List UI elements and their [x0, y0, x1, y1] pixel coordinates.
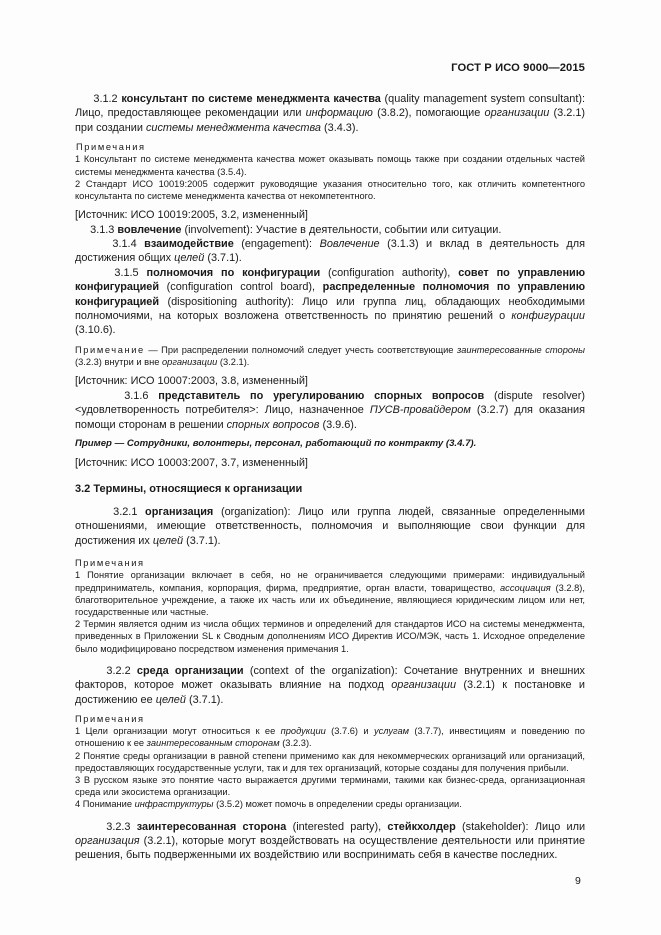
term-english: (context of the organization): — [249, 664, 398, 677]
term-title: организация — [145, 505, 214, 518]
term-3-2-3: 3.2.3 заинтересованная сторона (interested party), стейкхолдер (stakeholder): Лицо или организация (3.2.1), которые могут воздействовать на осуществление деятельности или принятие решения, быть подверженными их воздействию или воспринимать себя в качестве последних. — [75, 820, 586, 862]
cross-reference: спорных вопросов — [226, 418, 320, 431]
term-english: (dispositioning authority): — [167, 295, 294, 308]
note: 1 Понятие организации включает в себя, но не ограничивается следующими примерами: индивидуальный предприниматель, компания, корпорация, фирма, предприятие, орган власти, товарищество, ассоциация (3.2.8), благотворительное учреждение, а также их часть или их объединение, являющиеся юридическим лицом или нет, государственные или частные. — [75, 570, 585, 617]
term-3-1-6: 3.1.6 представитель по урегулированию спорных вопросов (dispute resolver) <удовлетворенность потребителя>: Лицо, назначенное ПУСВ-провайдером (3.2.7) для оказания помощи сторонам в решении спорных вопросов (3.9.6). — [75, 389, 586, 431]
cross-reference: целей — [152, 534, 184, 547]
term-english: (configuration authority), — [328, 266, 451, 279]
cross-reference: Вовлечение — [319, 238, 380, 251]
term-english: (involvement): — [184, 223, 253, 236]
notes-heading: Примечания — [75, 558, 145, 569]
term-number: 3.1.6 — [124, 389, 149, 402]
notes-block — [75, 141, 585, 202]
cross-reference: организации — [391, 679, 457, 692]
term-title: вовлечение — [117, 223, 182, 236]
note: 2 Понятие среды организации в равной степени применимо как для некоммерческих организаций или организаций, предоставляющих государственные услуги, так и для тех организаций, которые созданы для получения прибыли. — [75, 750, 585, 773]
term-number: 3.2.1 — [113, 505, 138, 518]
notes-block — [75, 713, 585, 811]
term-number: 3.1.3 — [90, 223, 115, 236]
cross-reference: продукции — [280, 726, 326, 737]
note: 4 Понимание инфраструктуры (3.5.2) может помочь в определении среды организации. — [75, 799, 462, 810]
term-3-1-2: 3.1.2 консультант по системе менеджмента качества (quality management system consultant): Лицо, предоставляющее рекомендации или информацию (3.8.2), помогающие организации (3.2.1) при создании системы менеджмента качества (3.4.3). — [75, 93, 586, 134]
notes-heading: Примечания — [75, 714, 145, 724]
term-3-1-4: 3.1.4 взаимодействие (engagement): Вовлечение (3.1.3) и вклад в деятельность для достижения общих целей (3.7.1). — [75, 238, 585, 265]
term-english: (dispute resolver) <удовлетворенность потребителя>: — [75, 389, 585, 417]
term-english: (interested party), — [292, 820, 382, 833]
source-citation: [Источник: ИСО 10003:2007, 3.7, измененный] — [75, 457, 308, 470]
note: 1 Цели организации могут относиться к ее продукции (3.7.6) и услугам (3.7.7), инвестициям и поведению по отношению к ее заинтересованным сторонам (3.2.3). — [75, 726, 585, 749]
note: 3 В русском языке это понятие часто выражается другими терминами, такими как бизнес-среда, организационная среда или экосистема организации. — [75, 775, 585, 798]
example-note: Пример — Сотрудники, волонтеры, персонал, работающий по контракту (3.4.7). — [75, 437, 477, 449]
term-3-1-5: 3.1.5 полномочия по конфигурации (configuration authority), совет по управлению конфигурацией (configuration control board), распределенные полномочия по управлению конфигурацией (dispositioning authority): Лицо или группа лиц, обладающих необходимыми полномочиями, на которых возложена ответственность по принятию решений о конфигурации (3.10.6). — [75, 266, 586, 337]
cross-reference: ПУСВ-провайдером — [369, 404, 471, 417]
term-number: 3.1.5 — [114, 266, 139, 279]
note: 1 Консультант по системе менеджмента качества может оказывать помощь также при создании отдельных частей системы менеджмента качества (3.5.4). — [75, 154, 585, 177]
cross-reference: целей — [155, 693, 186, 706]
section-heading: 3.2 Термины, относящиеся к организации — [75, 482, 303, 495]
term-title: стейкхолдер — [387, 820, 456, 833]
cross-reference: услугам — [373, 726, 410, 737]
note-heading: Примечание — [75, 344, 145, 355]
cross-reference: конфигурации — [511, 310, 585, 323]
term-english: (quality management system consultant): — [384, 93, 586, 105]
term-number: 3.1.4 — [112, 238, 137, 251]
source-citation: [Источник: ИСО 10007:2003, 3.8, измененный] — [75, 375, 308, 388]
cross-reference: инфраструктуры — [134, 799, 214, 810]
source-citation: [Источник: ИСО 10019:2005, 3.2, измененный] — [75, 209, 308, 222]
cross-reference: организации — [162, 357, 218, 368]
term-number: 3.2.2 — [106, 664, 131, 677]
note: 2 Стандарт ИСО 10019:2005 содержит руководящие указания относительно того, как отличить компетентного консультанта по системе менеджмента качества от некомпетентного. — [75, 178, 585, 202]
term-title: заинтересованная сторона — [136, 820, 287, 833]
cross-reference: ассоциация — [500, 582, 551, 593]
document-code-header: ГОСТ Р ИСО 9000—2015 — [451, 62, 585, 74]
term-3-2-2: 3.2.2 среда организации (context of the organization): Сочетание внутренних и внешних факторов, которое может оказывать влияние на подход организации (3.2.1) к постановке и достижению ее целей (3.7.1). — [75, 664, 586, 706]
term-number: 3.1.2 — [93, 93, 118, 105]
cross-reference: заинтересованные стороны — [457, 344, 585, 355]
term-number: 3.2.3 — [106, 820, 131, 833]
term-title: представитель по урегулированию спорных вопросов — [158, 389, 485, 402]
page-number: 9 — [575, 875, 581, 887]
term-english: (stakeholder): — [462, 820, 529, 833]
page-content — [75, 92, 585, 863]
term-title: распределенные полномочия по управлению конфигурацией — [75, 281, 586, 308]
cross-reference: организация — [75, 835, 140, 848]
term-title: консультант по системе менеджмента качества — [121, 93, 381, 105]
term-title: среда организации — [136, 664, 244, 677]
term-english: (configuration control board), — [166, 281, 316, 294]
term-3-2-1: 3.2.1 организация (organization): Лицо или группа людей, связанные определенными отношениями, имеющие ответственность, полномочия и выполняющие свои функции для достижения их целей (3.7.1). — [75, 505, 585, 547]
term-title: взаимодействие — [144, 238, 234, 251]
term-3-1-3: 3.1.3 вовлечение (involvement): Участие в деятельности, событии или ситуации. — [90, 223, 502, 236]
term-title: полномочия по конфигурации — [146, 266, 321, 279]
note-block: Примечание — При распределении полномочий следует учесть соответствующие заинтересованные стороны (3.2.3) внутри и вне организации (3.2.1). — [75, 344, 585, 368]
notes-heading: Примечания — [76, 142, 146, 153]
cross-reference: системы менеджмента качества — [145, 121, 321, 134]
notes-block — [75, 557, 585, 655]
cross-reference: организации — [484, 107, 550, 120]
cross-reference: заинтересованным сторонам — [146, 738, 280, 749]
note: 2 Термин является одним из числа общих терминов и определений для стандартов ИСО на системы менеджмента, приведенных в Приложении SL к Сводным дополнениям ИСО Директив ИСО/МЭК, часть 1. Исходное определение было модифицировано посредством изменения примечания 1. — [75, 619, 585, 654]
cross-reference: целей — [174, 252, 205, 265]
cross-reference: информацию — [305, 107, 373, 120]
term-title: совет по управлению конфигурацией — [75, 266, 586, 294]
term-english: (organization): — [220, 505, 291, 518]
term-english: (engagement): — [241, 238, 313, 251]
